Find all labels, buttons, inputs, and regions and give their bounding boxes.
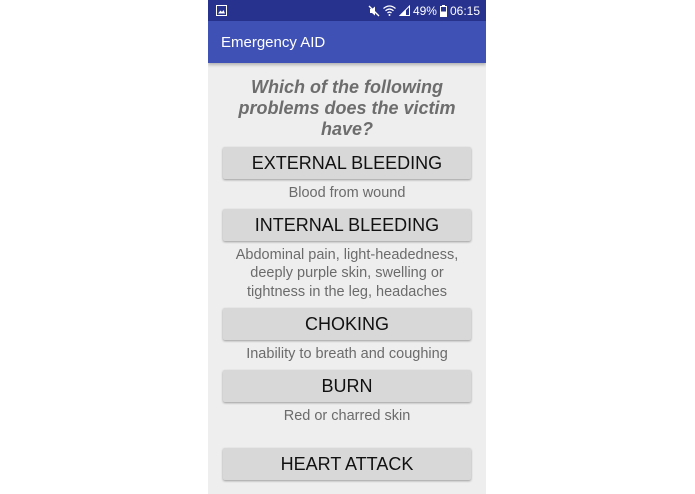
burn-button[interactable]: BURN <box>223 370 471 402</box>
battery-percent: 49% <box>412 3 437 18</box>
status-time: 06:15 <box>449 3 480 18</box>
internal-bleeding-button[interactable]: INTERNAL BLEEDING <box>223 209 471 241</box>
app-bar <box>208 21 486 63</box>
burn-description: Red or charred skin <box>283 407 411 424</box>
image-notification-icon <box>216 5 227 16</box>
status-bar <box>208 0 486 21</box>
app-title: Emergency AID <box>221 33 326 51</box>
choking-button[interactable]: CHOKING <box>223 308 471 340</box>
external-bleeding-description: Blood from wound <box>288 185 406 201</box>
main-content <box>208 63 486 480</box>
internal-bleeding-description: Abdominal pain, light-headedness, deeply purple skin, swelling or tightness in the leg, headaches <box>235 246 459 300</box>
wifi-icon <box>383 5 396 16</box>
external-bleeding-button[interactable]: EXTERNAL BLEEDING <box>223 147 471 179</box>
mute-icon <box>368 5 380 17</box>
heart-attack-button[interactable]: HEART ATTACK <box>223 448 471 480</box>
question-text: Which of the following problems does the victim have? <box>238 77 456 139</box>
signal-icon <box>399 5 410 16</box>
choking-description: Inability to breath and coughing <box>246 346 448 362</box>
app-screen <box>208 0 486 494</box>
battery-icon <box>440 5 447 17</box>
